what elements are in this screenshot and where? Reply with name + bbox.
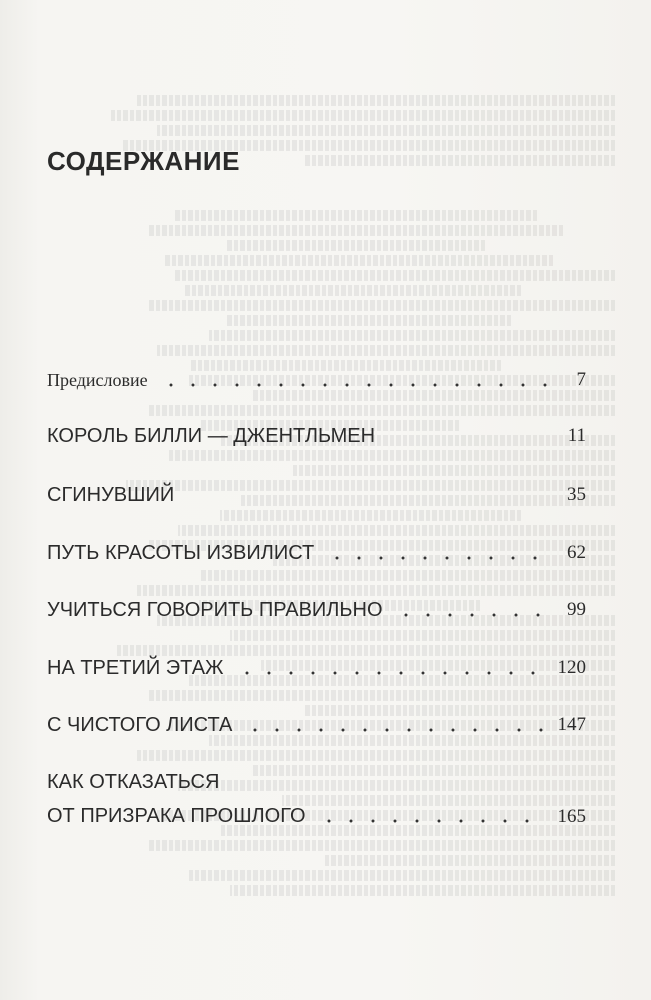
toc-entry-ghost-of-past[interactable] [47, 765, 586, 833]
show-through-text [95, 95, 615, 975]
toc-entry-title: УЧИТЬСЯ ГОВОРИТЬ ПРАВИЛЬНО [47, 599, 383, 621]
toc-page-number: 165 [557, 806, 586, 827]
toc-entry-title: СГИНУВШИЙ [47, 484, 175, 506]
dot-leader [236, 671, 546, 675]
toc-entry-title: КОРОЛЬ БИЛЛИ — ДЖЕНТЛЬМЕН [47, 425, 376, 447]
toc-entry-third-floor[interactable] [47, 656, 586, 680]
toc-page-number: 120 [557, 657, 586, 678]
dot-leader [244, 728, 545, 732]
toc-entry-title: НА ТРЕТИЙ ЭТАЖ [47, 657, 224, 679]
toc-entry-title [47, 765, 306, 833]
dot-leader [395, 613, 555, 617]
toc-entry-speak-correctly[interactable] [47, 598, 586, 622]
toc-page-number: 35 [567, 484, 586, 505]
toc-page-number: 99 [567, 599, 586, 620]
dot-leader [160, 383, 565, 387]
toc-page-number: 62 [567, 542, 586, 563]
toc-entry-beauty-path[interactable] [47, 541, 586, 565]
toc-entry-title-line-1: КАК ОТКАЗАТЬСЯ [47, 771, 220, 793]
toc-entry-title: С ЧИСТОГО ЛИСТА [47, 714, 233, 736]
page-title: СОДЕРЖАНИЕ [47, 146, 240, 176]
toc-entry-title-line-2: ОТ ПРИЗРАКА ПРОШЛОГО [47, 805, 306, 827]
toc-page-number: 147 [557, 714, 586, 735]
toc-page-number: 7 [576, 369, 586, 390]
dot-leader [326, 556, 555, 560]
toc-entry-vanished[interactable] [47, 483, 586, 507]
toc-entry-title: Предисловие [47, 370, 148, 390]
toc-entry-title: ПУТЬ КРАСОТЫ ИЗВИЛИСТ [47, 542, 315, 564]
toc-entry-preface[interactable] [47, 368, 586, 392]
toc-page-number: 11 [567, 425, 586, 446]
toc-entry-king-billy[interactable] [47, 424, 586, 448]
dot-leader [318, 819, 546, 823]
toc-entry-clean-slate[interactable] [47, 713, 586, 737]
